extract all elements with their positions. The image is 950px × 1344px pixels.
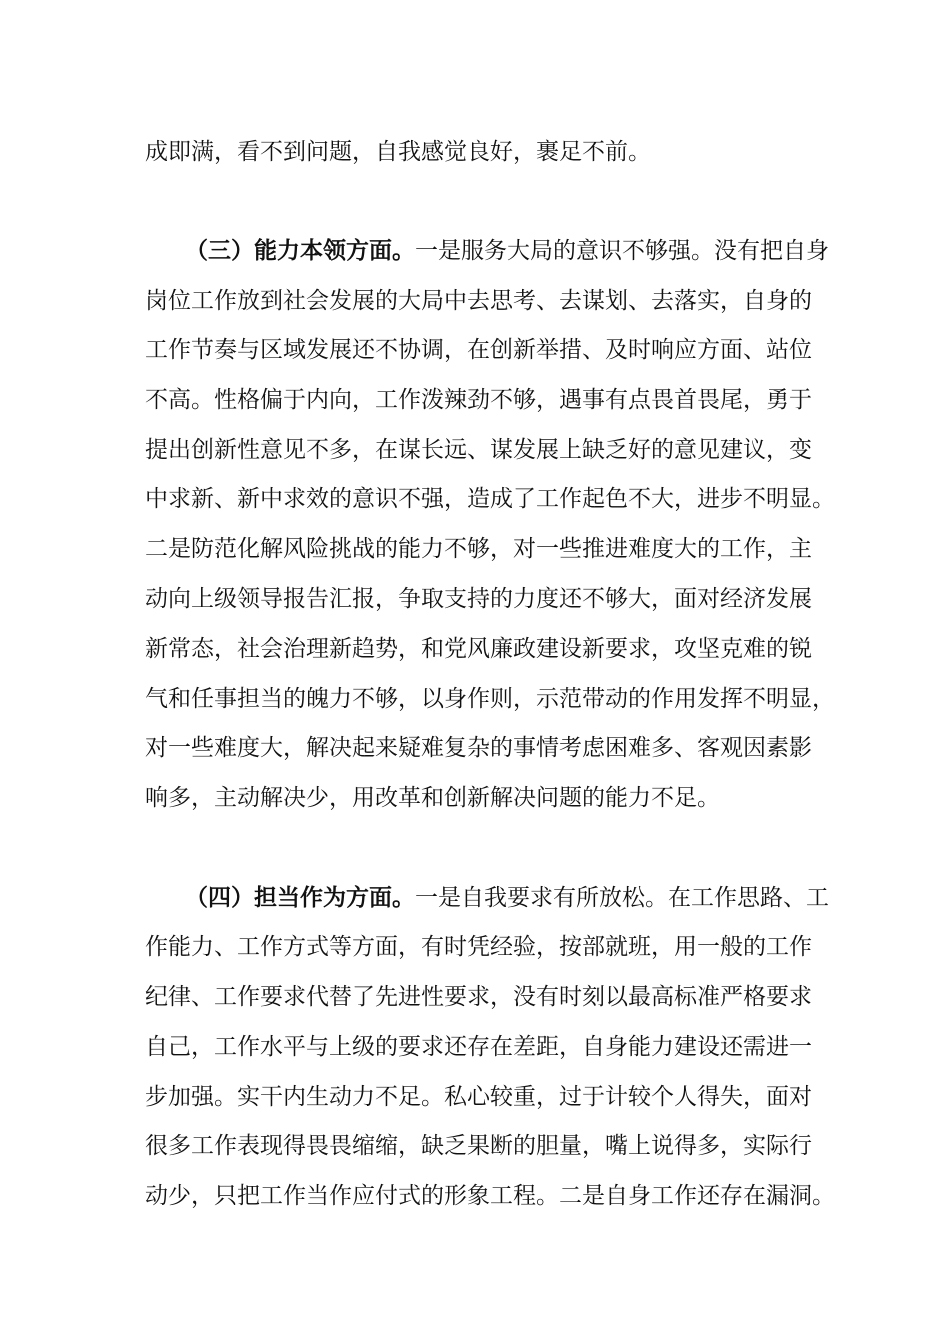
paragraph-text: 一是自我要求有所放松。在工作思路、工 xyxy=(415,885,829,911)
paragraph-text: 一是服务大局的意识不够强。没有把自身 xyxy=(415,238,829,264)
paragraph-line: 对一些难度大，解决起来疑难复杂的事情考虑困难多、客观因素影 xyxy=(145,735,812,761)
paragraph-line: 动向上级领导报告汇报，争取支持的力度还不够大，面对经济发展 xyxy=(145,586,812,612)
paragraph-line: 新常态，社会治理新趋势，和党风廉政建设新要求，攻坚克难的锐 xyxy=(145,636,812,662)
paragraph-line: 二是防范化解风险挑战的能力不够，对一些推进难度大的工作，主 xyxy=(145,536,812,562)
paragraph-line: 岗位工作放到社会发展的大局中去思考、去谋划、去落实，自身的 xyxy=(145,288,812,314)
paragraph-line: 步加强。实干内生动力不足。私心较重，过于计较个人得失，面对 xyxy=(145,1084,812,1110)
paragraph-line: 中求新、新中求效的意识不强，造成了工作起色不大，进步不明显。 xyxy=(145,486,835,512)
paragraph-line: 动少，只把工作当作应付式的形象工程。二是自身工作还存在漏洞。 xyxy=(145,1183,835,1209)
paragraph-line: 作能力、工作方式等方面，有时凭经验，按部就班，用一般的工作 xyxy=(145,934,812,960)
section-3-first-line xyxy=(185,226,835,276)
section-3-heading: （三）能力本领方面。 xyxy=(185,237,415,264)
section-4-first-line xyxy=(185,873,835,923)
paragraph-line: 不高。性格偏于内向，工作泼辣劲不够，遇事有点畏首畏尾，勇于 xyxy=(145,387,812,413)
section-4-heading: （四）担当作为方面。 xyxy=(185,884,415,911)
paragraph-line: 气和任事担当的魄力不够，以身作则，示范带动的作用发挥不明显， xyxy=(145,686,835,712)
paragraph-line: 很多工作表现得畏畏缩缩，缺乏果断的胆量，嘴上说得多，实际行 xyxy=(145,1133,812,1159)
paragraph-line: 成即满，看不到问题，自我感觉良好，裹足不前。 xyxy=(145,139,651,165)
paragraph-line: 纪律、工作要求代替了先进性要求，没有时刻以最高标准严格要求 xyxy=(145,984,812,1010)
paragraph-line: 响多，主动解决少，用改革和创新解决问题的能力不足。 xyxy=(145,785,720,811)
paragraph-line: 提出创新性意见不多，在谋长远、谋发展上缺乏好的意见建议，变 xyxy=(145,437,812,463)
paragraph-line: 自己，工作水平与上级的要求还存在差距，自身能力建设还需进一 xyxy=(145,1034,812,1060)
paragraph-line: 工作节奏与区域发展还不协调，在创新举措、及时响应方面、站位 xyxy=(145,337,812,363)
